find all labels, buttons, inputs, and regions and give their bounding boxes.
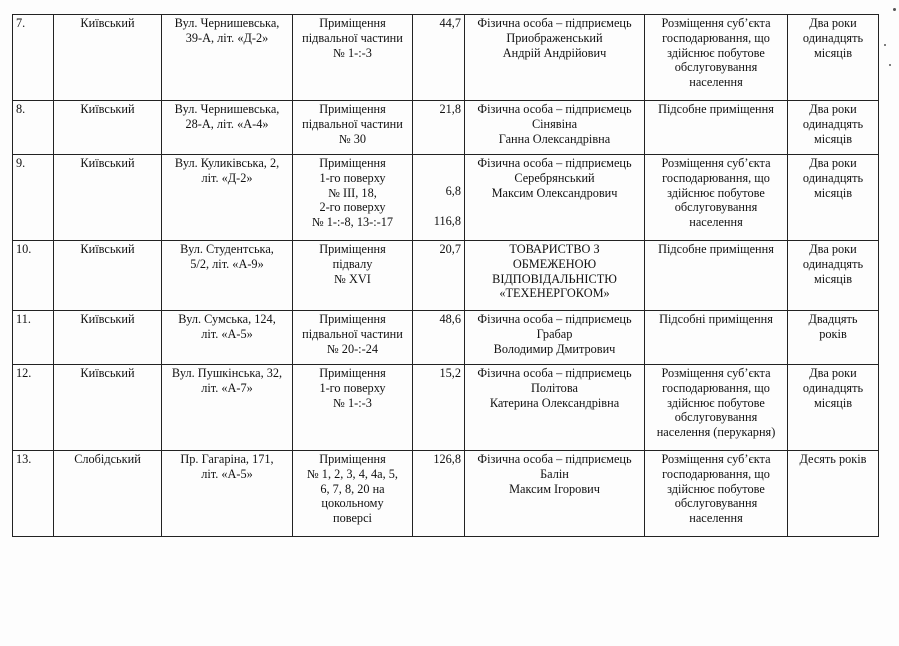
purpose-cell-line: Розміщення суб’єкта [661,16,771,30]
tenant-cell-line: Фізична особа – підприємець [477,16,632,30]
area-cell [413,155,465,241]
row-number: 9. [13,155,54,241]
term-cell [788,311,879,365]
table-row [13,155,879,241]
address-cell-line: літ. «А-5» [201,326,253,341]
purpose-cell-line: Підсобне приміщення [658,102,774,116]
premises-cell-line: підвальної частини [302,30,403,45]
premises-cell-line: 2-го поверху [319,200,386,215]
purpose-cell-line: населення [689,215,743,230]
purpose-cell-line: обслуговування [674,200,758,215]
premises-cell-line: № 20-:-24 [326,341,378,356]
address-cell-line: Вул. Чернишевська, [174,16,280,30]
area-cell: 48,6 [413,311,465,365]
premises-cell-line: Приміщення [319,452,386,466]
premises-cell-line: підвальної частини [302,326,403,341]
purpose-cell-line: господарювання, що [662,380,770,395]
table-body [13,15,879,537]
term-cell [788,15,879,101]
tenant-cell-line: Ганна Олександрівна [498,131,611,146]
purpose-cell [645,451,788,537]
table-row [13,241,879,311]
term-cell-line: Два роки [809,16,857,30]
purpose-cell-line: обслуговування [674,60,758,75]
term-cell-line: одинадцять [802,256,864,271]
tenant-cell [465,241,645,311]
address-cell-line: Вул. Сумська, 124, [178,312,276,326]
premises-cell [293,155,413,241]
tenant-cell [465,101,645,155]
tenant-cell-line: ВІДПОВІДАЛЬНІСТЮ [492,271,617,286]
address-cell [162,15,293,101]
term-cell [788,101,879,155]
tenant-cell [465,451,645,537]
term-cell-line: Два роки [809,156,857,170]
term-cell-line: одинадцять [802,380,864,395]
premises-cell-line: 6, 7, 8, 20 на [320,481,385,496]
table-row [13,365,879,451]
purpose-cell-line: Підсобні приміщення [659,312,773,326]
tenant-cell [465,155,645,241]
tenant-cell-line: Балін [540,466,569,481]
term-cell [788,365,879,451]
premises-cell [293,365,413,451]
purpose-cell-line: обслуговування [674,410,758,425]
tenant-cell-line: Грабар [536,326,573,341]
address-cell [162,451,293,537]
premises-cell [293,241,413,311]
purpose-cell-line: населення (перукарня) [656,425,776,440]
premises-cell-line: поверсі [333,511,372,526]
premises-cell [293,311,413,365]
premises-cell-line: № 1-:-3 [333,45,372,60]
premises-cell-line: цокольному [321,496,384,511]
purpose-cell-line: здійснює побутове [667,481,765,496]
tenant-cell-line: Серебрянський [514,170,595,185]
term-cell [788,241,879,311]
address-cell-line: Вул. Чернишевська, [174,102,280,116]
table-row [13,451,879,537]
purpose-cell-line: Розміщення суб’єкта [661,452,771,466]
address-cell-line: літ. «А-5» [201,466,253,481]
term-cell [788,451,879,537]
term-cell-line: одинадцять [802,116,864,131]
scan-speck [884,44,886,46]
table-row [13,101,879,155]
purpose-cell-line: Підсобне приміщення [658,242,774,256]
address-cell [162,101,293,155]
premises-cell-line: підвалу [332,256,373,271]
purpose-cell [645,101,788,155]
purpose-cell-line: Розміщення суб’єкта [661,156,771,170]
district-cell: Слобідський [54,451,162,537]
row-number: 7. [13,15,54,101]
purpose-cell [645,15,788,101]
scan-speck [893,8,896,11]
tenant-cell-line: Фізична особа – підприємець [477,312,632,326]
address-cell [162,241,293,311]
address-cell [162,365,293,451]
tenant-cell-line: Фізична особа – підприємець [477,452,632,466]
address-cell [162,311,293,365]
term-cell-line: місяців [813,131,853,146]
term-cell-line: місяців [813,185,853,200]
purpose-cell-line: населення [689,511,743,526]
row-number: 8. [13,101,54,155]
area-cell: 21,8 [413,101,465,155]
term-cell-line: Два роки [809,242,857,256]
tenant-cell-line: Фізична особа – підприємець [477,156,632,170]
tenant-cell-line: Володимир Дмитрович [493,341,616,356]
row-number: 12. [13,365,54,451]
premises-cell-line: підвальної частини [302,116,403,131]
term-cell-line: років [819,326,847,341]
table-row [13,15,879,101]
purpose-cell-line: здійснює побутове [667,45,765,60]
term-cell [788,155,879,241]
premises-cell-line: Приміщення [319,242,386,256]
purpose-cell-line: здійснює побутове [667,185,765,200]
tenant-cell-line: Політова [531,380,578,395]
lease-table [12,14,879,537]
premises-cell-line: № 1-:-8, 13-:-17 [311,215,394,230]
term-cell-line: одинадцять [802,30,864,45]
address-cell-line: Вул. Куликівська, 2, [174,156,280,170]
term-cell-line: Двадцять [808,312,858,326]
district-cell: Київський [54,155,162,241]
premises-cell-line: Приміщення [319,102,386,116]
row-number: 10. [13,241,54,311]
premises-cell-line: Приміщення [319,366,386,380]
address-cell-line: 28-А, літ. «А-4» [185,116,269,131]
area-cell: 44,7 [413,15,465,101]
tenant-cell [465,311,645,365]
premises-cell-line: 1-го поверху [319,170,386,185]
district-cell: Київський [54,241,162,311]
tenant-cell-line: Сінявіна [531,116,578,131]
address-cell-line: Пр. Гагаріна, 171, [180,452,274,466]
term-cell-line: місяців [813,271,853,286]
premises-cell-line: Приміщення [319,312,386,326]
premises-cell-line: № 30 [338,131,367,146]
term-cell-line: Десять років [799,452,867,466]
premises-cell-line: № XVI [334,271,371,286]
premises-cell [293,15,413,101]
premises-cell-line: № 1-:-3 [333,395,372,410]
purpose-cell [645,241,788,311]
area-cell: 15,2 [413,365,465,451]
district-cell: Київський [54,365,162,451]
premises-cell-line: Приміщення [319,156,386,170]
tenant-cell-line: Максим Ігорович [509,481,600,496]
purpose-cell-line: господарювання, що [662,466,770,481]
tenant-cell-line: «ТЕХЕНЕРГОКОМ» [499,286,610,301]
premises-cell [293,451,413,537]
purpose-cell-line: господарювання, що [662,30,770,45]
purpose-cell [645,311,788,365]
premises-cell-line: № 1, 2, 3, 4, 4а, 5, [307,466,398,481]
purpose-cell-line: господарювання, що [662,170,770,185]
premises-cell-line: Приміщення [319,16,386,30]
area-cell: 126,8 [413,451,465,537]
term-cell-line: місяців [813,395,853,410]
address-cell-line: Вул. Пушкінська, 32, [171,366,283,380]
area-value: 116,8 [433,213,461,228]
district-cell: Київський [54,311,162,365]
purpose-cell-line: здійснює побутове [667,395,765,410]
tenant-cell-line: Катерина Олександрівна [489,395,620,410]
purpose-cell [645,365,788,451]
premises-cell [293,101,413,155]
area-value: 6,8 [445,184,461,198]
scan-speck [889,64,891,66]
tenant-cell [465,365,645,451]
table-row [13,311,879,365]
premises-cell-line: № III, 18, [328,185,377,200]
purpose-cell-line: Розміщення суб’єкта [661,366,771,380]
tenant-cell-line: Фізична особа – підприємець [477,102,632,116]
tenant-cell-line: Андрій Андрійович [502,45,607,60]
address-cell-line: літ. «А-7» [201,380,253,395]
tenant-cell [465,15,645,101]
premises-cell-line: 1-го поверху [319,380,386,395]
address-cell-line: 5/2, літ. «А-9» [190,256,264,271]
row-number: 13. [13,451,54,537]
term-cell-line: Два роки [809,366,857,380]
purpose-cell-line: населення [689,75,743,90]
purpose-cell-line: обслуговування [674,496,758,511]
term-cell-line: Два роки [809,102,857,116]
term-cell-line: одинадцять [802,170,864,185]
tenant-cell-line: ТОВАРИСТВО З [509,242,600,256]
tenant-cell-line: Максим Олександрович [491,185,618,200]
address-cell-line: Вул. Студентська, [180,242,274,256]
address-cell-line: 39-А, літ. «Д-2» [185,30,269,45]
row-number: 11. [13,311,54,365]
area-cell: 20,7 [413,241,465,311]
district-cell: Київський [54,15,162,101]
tenant-cell-line: Приображенський [506,30,603,45]
term-cell-line: місяців [813,45,853,60]
district-cell: Київський [54,101,162,155]
address-cell-line: літ. «Д-2» [201,170,253,185]
purpose-cell [645,155,788,241]
tenant-cell-line: ОБМЕЖЕНОЮ [512,256,597,271]
address-cell [162,155,293,241]
tenant-cell-line: Фізична особа – підприємець [477,366,632,380]
